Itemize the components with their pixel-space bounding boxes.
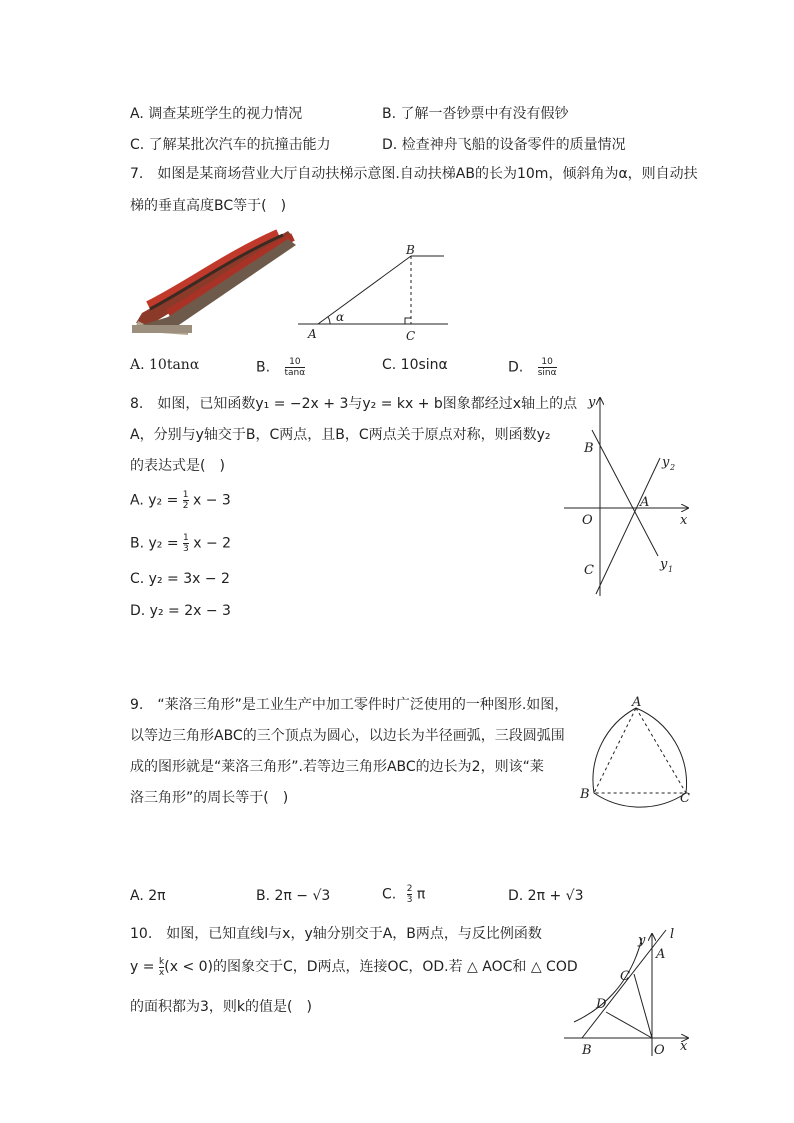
q9-stem-line3: 成的图形就是“莱洛三角形”.若等边三角形ABC的边长为2，则该“莱: [130, 759, 544, 775]
q8-option-c: C. y₂ = 3x − 2: [130, 571, 230, 587]
q7-option-b-denominator: tanα: [284, 368, 306, 378]
label-y2: y: [662, 455, 670, 470]
q8-option-b: [130, 533, 231, 554]
q10-stem-line1: 10. 如图，已知直线l与x，y轴分别交于A，B两点，与反比例函数: [130, 926, 542, 942]
q10-function-numerator: k: [158, 956, 165, 967]
q7-option-d: [508, 357, 557, 378]
hyperbola-curve: [574, 938, 642, 1022]
q9-option-c-numerator: 2: [406, 884, 413, 894]
label-y1: y: [660, 557, 668, 572]
q7-option-b: [256, 357, 305, 378]
q7-option-d-label: D.: [508, 359, 524, 376]
line-y1: [592, 430, 658, 556]
q6-option-a: A. 调查某班学生的视力情况: [130, 106, 303, 122]
label-point-c: C: [620, 969, 630, 984]
q9-option-a: A. 2π: [130, 888, 166, 904]
q9-option-c-rest: π: [416, 886, 426, 903]
label-origin: O: [654, 1043, 665, 1058]
q8-option-b-label: B. y₂ =: [130, 535, 179, 552]
label-line-l: l: [670, 927, 675, 942]
equilateral-triangle: [594, 708, 686, 793]
label-alpha: α: [336, 310, 345, 324]
label-point-a: A: [656, 947, 666, 962]
label-y-axis: y: [588, 395, 596, 410]
q7-triangle-diagram: [296, 240, 456, 344]
q7-option-d-denominator: sinα: [537, 368, 557, 378]
label-x-axis: x: [680, 1039, 688, 1054]
q10-graph-diagram: [560, 924, 694, 1060]
escalator-photo: [128, 225, 298, 337]
q10-stem-line2-rest: (x < 0)的图象交于C，D两点，连接OC，OD.若 △ AOC和 △ COD: [164, 959, 578, 975]
label-a: A: [308, 327, 317, 341]
label-vertex-b: B: [580, 787, 590, 802]
q9-reuleaux-diagram: [574, 696, 698, 810]
q10-stem-line3: 的面积都为3，则k的值是( ): [130, 999, 312, 1015]
q8-option-a-label: A. y₂ =: [130, 492, 179, 509]
angle-arc: [328, 317, 330, 324]
q7-option-b-numerator: 10: [285, 357, 306, 368]
q8-stem-line1: 8. 如图，已知函数y₁ = −2x + 3与y₂ = kx + b图象都经过x轴上的点: [130, 396, 578, 412]
q8-stem-line3: 的表达式是( ): [130, 458, 225, 474]
q7-stem-line1: 7. 如图是某商场营业大厅自动扶梯示意图.自动扶梯AB的长为10m，倾斜角为α，则自动扶: [130, 166, 698, 182]
q7-option-c: C. 10sinα: [382, 357, 448, 373]
q10-function-prefix: y =: [130, 959, 155, 975]
label-c: C: [406, 329, 416, 343]
q9-option-b: B. 2π − √3: [256, 888, 331, 904]
q8-option-b-denominator: 3: [183, 544, 189, 554]
q9-stem-line2: 以等边三角形ABC的三个顶点为圆心，以边长为半径画弧，三段圆弧围: [130, 728, 565, 744]
q7-stem-line2: 梯的垂直高度BC等于( ): [130, 198, 287, 214]
q9-option-c: [382, 884, 425, 905]
q8-option-d: D. y₂ = 2x − 3: [130, 603, 231, 619]
label-vertex-a: A: [632, 696, 642, 710]
q6-option-d: D. 检查神舟飞船的设备零件的质量情况: [382, 137, 626, 153]
label-y-axis: y: [638, 933, 646, 948]
q8-option-a-rest: x − 3: [192, 492, 231, 509]
q8-stem-line2: A，分别与y轴交于B，C两点，且B，C两点关于原点对称，则函数y₂: [130, 427, 551, 443]
q9-option-d: D. 2π + √3: [508, 888, 584, 904]
q10-function-denominator: x: [158, 967, 165, 978]
q8-option-b-numerator: 1: [183, 533, 189, 543]
label-x-axis: x: [680, 513, 688, 528]
q6-option-c: C. 了解某批次汽车的抗撞击能力: [130, 137, 331, 153]
segment-oc: [634, 974, 652, 1038]
label-y1-subscript: 1: [668, 565, 674, 574]
q9-option-c-denominator: 3: [406, 895, 413, 905]
escalator-line-ab: [318, 256, 411, 324]
q9-stem-line1: 9. “莱洛三角形”是工业生产中加工零件时广泛使用的一种图形.如图，: [130, 697, 569, 713]
q10-stem-line2: [130, 956, 578, 978]
label-origin: O: [582, 513, 593, 528]
q8-option-b-rest: x − 2: [193, 535, 232, 552]
q7-option-a: A. 10tanα: [130, 357, 200, 373]
q9-option-c-label: C.: [382, 886, 397, 903]
q6-option-b: B. 了解一沓钞票中有没有假钞: [382, 106, 569, 122]
q8-option-a: [130, 490, 231, 511]
q7-option-d-numerator: 10: [538, 357, 557, 368]
q9-stem-line4: 洛三角形”的周长等于( ): [130, 790, 289, 806]
right-angle-mark: [405, 318, 411, 324]
q8-option-a-numerator: 1: [182, 490, 189, 500]
label-b: B: [406, 243, 415, 257]
line-y2: [596, 458, 660, 594]
q8-graph-diagram: [560, 392, 694, 598]
label-point-a: A: [640, 495, 650, 510]
label-vertex-c: C: [680, 791, 690, 806]
q8-option-a-denominator: 2: [182, 501, 189, 511]
segment-od: [606, 1012, 652, 1038]
reuleaux-outline: [593, 708, 687, 807]
label-point-d: D: [596, 997, 607, 1012]
label-point-b: B: [582, 1043, 592, 1058]
label-y2-subscript: 2: [670, 463, 676, 472]
label-point-b: B: [584, 441, 594, 456]
label-point-c: C: [584, 563, 594, 578]
q7-option-b-label: B.: [256, 359, 271, 376]
